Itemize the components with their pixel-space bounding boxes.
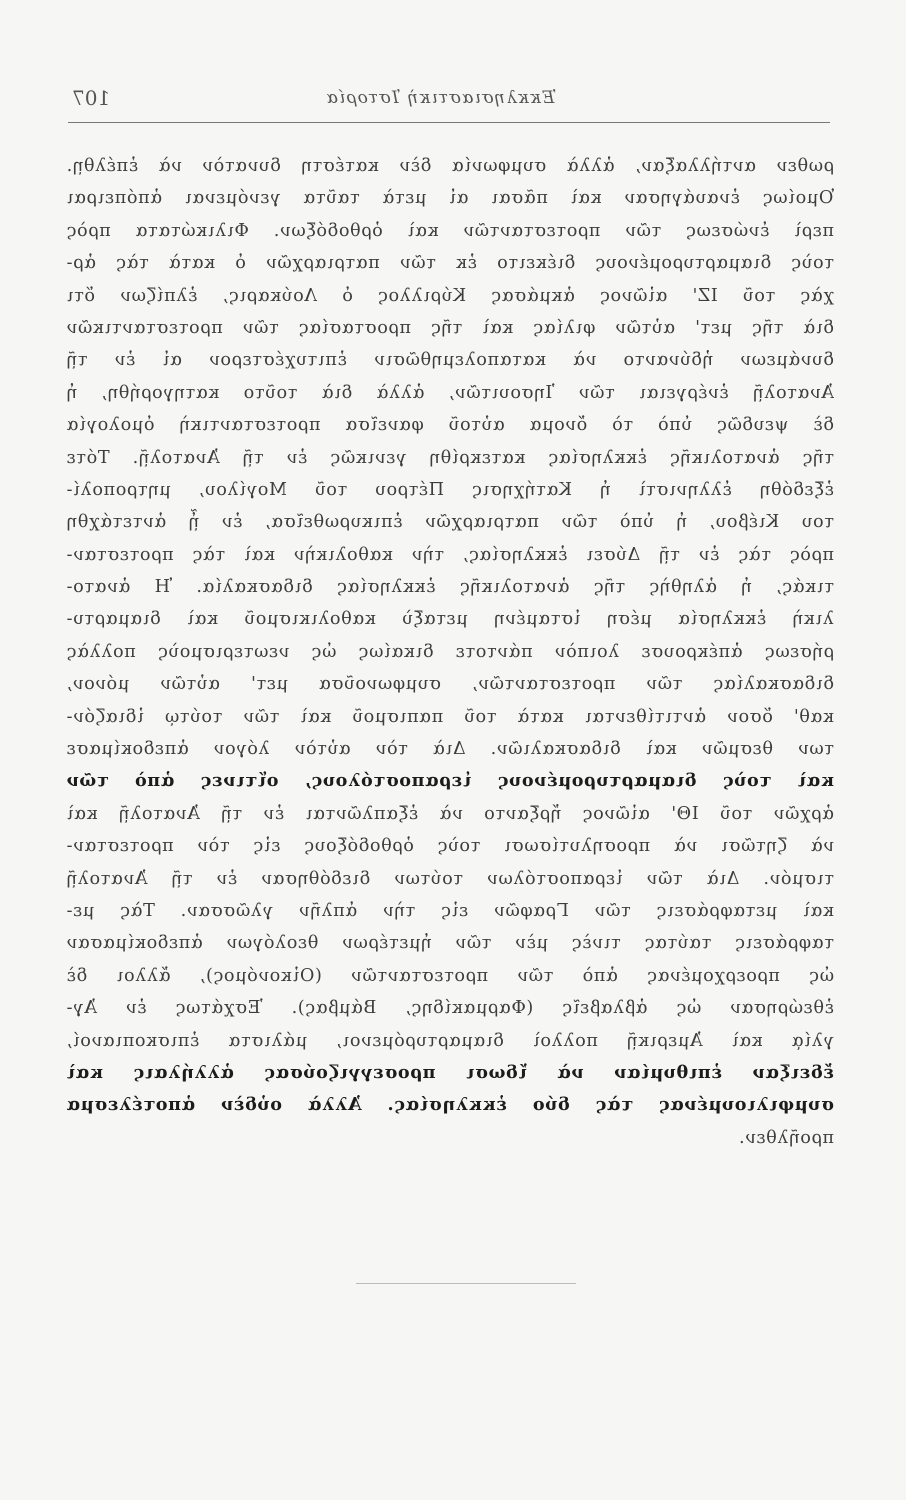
text-line: συμφιλιουμένας τὰς δύο ἐκκλησίας. Ἀλλὰ οὐδὲν ἀποτέλεσμα — [66, 1094, 834, 1116]
text-line: καθ' ὅσον ἀντιτίθενται κατὰ τοῦ παπισμοῦ καὶ τῶν τούτῳ ἰδιαζόν- — [66, 706, 834, 727]
text-line: λικὴ ἐκκλησία μέση ἱσταμένη μεταξὺ καθολικισμοῦ καὶ διαμαρτυ- — [66, 609, 834, 630]
text-line: του Κιέβου, ἡ ὑπὸ τῶν πατριαρχῶν ἐπικυρωθεῖσα, ἐν ᾗ ἀντετάχθη — [66, 512, 834, 533]
text-line: ἐξεδόθη ἑλληνιστὶ ἡ Κατήχησις Πέτρου τοῦ Μογίλου, μητροπολί- — [66, 479, 834, 500]
text-line: διδασκαλίας τῶν προτεσταντῶν, συμφωνοῦσα μετ' αὐτῶν μόνον, — [66, 674, 834, 695]
text-line: ρήσεως ἀπέκρουσε λοιπὸν πάντοτε δικαίως ὡς νεωτερισμοὺς πολλὰς — [66, 641, 834, 662]
text-line: τοὺς διαμαρτυρομένους διέκειτο ἐκ τῶν πατριαρχῶν ὁ κατὰ τὰς ἀρ- — [66, 253, 834, 274]
text-line: των θεσμῶν καὶ διδασκαλιῶν. Διὰ τὸν αὐτὸν λόγον ἀπεδοκίμασε — [66, 739, 834, 760]
text-line: ἔδειξαν ἐπιθυμίαν νὰ ἴδωσι προσεγγιζούσας ἀλλήλαις καὶ — [66, 1061, 834, 1083]
text-line: τισμόν. Διὰ τῶν ἱεραποστόλων τούτων διεδόθησαν ἐν τῇ Ἀνατολῇ — [66, 868, 834, 889]
text-line: ὡς προερχομένας ἀπὸ τῶν προτεσταντῶν (Οἰκονόμος), ἄλλοι δὲ — [66, 965, 834, 986]
text-line: περὶ ἑνώσεως τῶν προτεσταντῶν καὶ ὀρθοδόξων. Φιλικώτατα πρὸς — [66, 220, 834, 241]
text-line: ταφράσεις ταύτας τινὲς μὲν τῶν ἡμετέρων θεολόγων ἀπεδοκίμασαν — [66, 933, 834, 954]
page-header — [72, 86, 810, 114]
body-text — [66, 150, 834, 1154]
page-number: 107 — [72, 86, 111, 110]
text-line: χὰς τοῦ ΙΖ' αἰῶνος ἀκμάσας Κύριλλος ὁ Λούκαρις, ἐλπίζων ὅτι — [66, 285, 834, 306]
text-line: γλίᾳ καὶ Ἀμερικῇ πολλοὶ διαμαρτυρόμενοι, μάλιστα ἐπισκοπιανοί, — [66, 1030, 834, 1051]
text-line: διὰ τῆς μετ' αὐτῶν φιλίας καὶ τῆς προστασίας τῶν προτεσταντικῶν — [66, 317, 834, 338]
bottom-rule — [356, 1283, 576, 1284]
text-line: Ἀνατολῇ ἐνέργειαι τῶν Ἰησουιτῶν, ἀλλὰ διὰ τοῦτο κατηγορήθη, ἡ — [66, 382, 834, 403]
header-rule — [68, 122, 830, 123]
text-line: δὲ ψευδῶς ὑπὸ τὸ ὄνομα αὐτοῦ φανεῖσα προτεσταντικὴ ὁμολογία — [66, 415, 834, 436]
text-line: ἐθεώρησαν ὡς ἀβλαβεῖς (Φαρμακίδης, Βάμβας). Ἐσχάτως ἐν Ἀγ- — [66, 998, 834, 1019]
text-line: Ὁμοίως ἐναυάγησαν καὶ πᾶσαι αἱ μετὰ ταῦτα γενόμεναι ἀπόπειραι — [66, 188, 834, 209]
text-line: τῆς ἀνατολικῆς ἐκκλησίας κατεκρίθη γενικῶς ἐν τῇ Ἀνατολῇ. Τότε — [66, 447, 834, 468]
text-line: ρωθεν αντήλλαξαν, ἀλλὰ συμφωνία δὲν κατέστη δυνατὸν νὰ ἐπέλθῃ. — [66, 156, 834, 176]
text-line: δυνάμεων ἠδύναντο νὰ καταπολεμηθῶσιν ἐπιτυχέστερον αἱ ἐν τῇ — [66, 350, 834, 371]
text-line: προῆλθεν. — [738, 1127, 834, 1148]
text-line: καὶ μεταφράσεις τῶν Γραφῶν εἰς τὴν ἁπλῆν γλῶσσαν. Τὰς με- — [66, 900, 834, 921]
text-line: νὰ ζητῶσι νὰ προσηλυτίσωσι τοὺς ὀρθοδόξους εἰς τὸν προτεσταν- — [66, 836, 834, 857]
text-line: πρὸς τὰς ἐν τῇ Δύσει ἐκκλησίας, τὴν καθολικὴν καὶ τὰς προτεσταν- — [66, 544, 834, 565]
text-line: καὶ τοὺς διαμαρτυρομένους ἱεραποστόλους, οἵτινες ἀπὸ τῶν — [66, 770, 834, 792]
text-line: τικάς, ἡ ἀληθὴς τῆς ἀνατολικῆς ἐκκλησίας διδασκαλία. Ἡ ἀνατο- — [66, 577, 834, 598]
text-line: ἀρχῶν τοῦ ΙΘ' αἰῶνος ἤρξαντο νὰ ἐξαπλῶνται ἐν τῇ Ἀνατολῇ καὶ — [66, 803, 834, 824]
running-title: Ἐκκλησιαστικὴ Ἱστορία — [325, 88, 557, 108]
